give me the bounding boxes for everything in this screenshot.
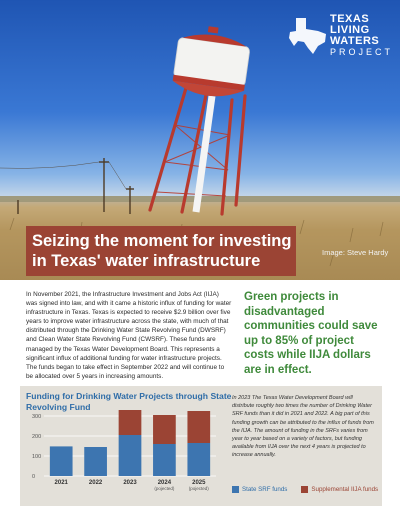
legend-label-state: State SRF funds <box>242 486 288 493</box>
x-tick-label: 2024 <box>157 480 172 486</box>
x-tick-label: 2025 <box>192 480 206 486</box>
y-tick-label: 0 <box>32 474 36 480</box>
logo-line: TEXAS <box>330 13 370 25</box>
title-banner <box>26 226 296 276</box>
bar-supplemental <box>187 411 210 443</box>
bar-supplemental <box>119 410 142 435</box>
x-tick-label: 2022 <box>88 480 103 486</box>
chart-title: Funding for Drinking Water Projects through State Revolving Fund <box>26 391 232 412</box>
legend-label-supplemental: Supplemental IIJA funds <box>311 486 379 493</box>
callout-quote: Green projects in disadvantaged communities could save up to 85% of project costs while IIJA dollars are in effect. <box>244 291 378 376</box>
chart-legend <box>232 486 380 493</box>
logo-line: LIVING <box>330 24 370 36</box>
bar-state <box>153 444 176 476</box>
bar-state <box>119 435 142 476</box>
bar-state <box>50 446 73 476</box>
page-title <box>32 231 296 271</box>
x-tick-note: (pojected) <box>188 486 209 491</box>
bar-state <box>187 443 210 476</box>
texas-living-waters-logo <box>288 12 396 72</box>
chart-panel <box>20 386 382 506</box>
y-tick-label: 200 <box>32 434 42 440</box>
logo-line: WATERS <box>330 35 380 47</box>
y-tick-label: 100 <box>32 454 42 460</box>
title-line-1: Seizing the moment for investing <box>32 232 292 250</box>
legend-swatch-supplemental <box>301 486 308 493</box>
logo-line: PROJECT <box>330 47 394 57</box>
bar-supplemental <box>153 415 176 444</box>
chart-note: In 2023 The Texas Water Development Board will distribute roughly two times the number of Drinking Water SRF funds than it did in 2021 and 2022. A big part of this funding growth can be attributed to the influx of funds from the IIJA. The amount of funding in the SRFs varies from year to year based on a variety of factors, but funding available from IIJA over the next 4 years is projected to increase annually. <box>232 395 374 459</box>
y-tick-label: 300 <box>32 414 42 420</box>
x-tick-note: (pojected) <box>154 486 175 491</box>
bar-state <box>84 447 107 476</box>
body-paragraph: In November 2021, the Infrastructure Investment and Jobs Act (IIJA) was signed into law, and with it came a historic influx of funding for water infrastructure in Texas. Texas is expected to receive $2.9 billion over five years to improve water infrastructure across the state, with much of that distributed through the Drinking Water State Revolving Fund (DWSRF) and Clean Water State Revolving Fund (CWSRF). These funds are managed by the Texas Water Development Board. This represents a significant influx of additional funding for water infrastructure projects. The funds began to take effect in September 2022 and will continue to be allocated over 5 years in increasing amounts. <box>26 291 232 380</box>
legend-swatch-state <box>232 486 239 493</box>
logo-wordmark <box>330 14 393 58</box>
legend-item-state <box>232 486 287 493</box>
x-tick-label: 2021 <box>54 480 68 486</box>
texas-state-icon <box>288 16 328 56</box>
x-tick-label: 2023 <box>123 480 137 486</box>
legend-item-supplemental <box>301 486 378 493</box>
photo-credit: Image: Steve Hardy <box>322 248 389 257</box>
title-line-2: in Texas' water infrastructure <box>32 252 261 270</box>
